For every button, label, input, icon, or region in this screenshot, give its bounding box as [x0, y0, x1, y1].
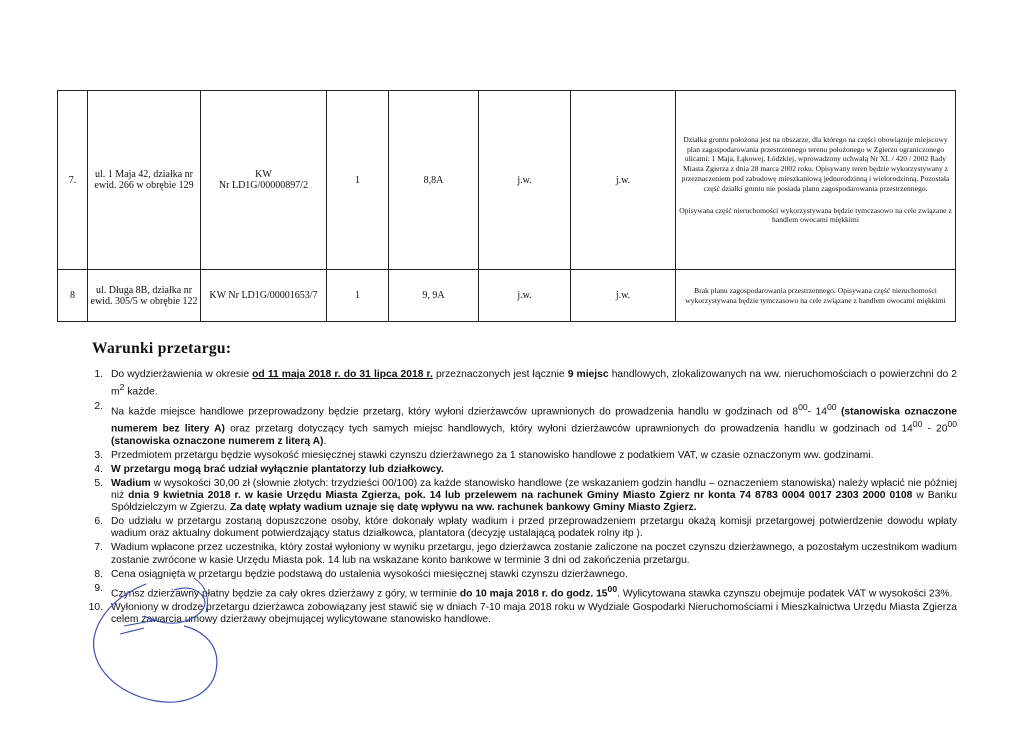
list-item: 3. Przedmiotem przetargu będzie wysokość miesięcznej stawki czynszu dzierżawnego za 1 stanowisko handlowe z podatkiem VAT, w czasie oznaczonym ww. godzinami. [81, 450, 957, 462]
list-item: 9. Czynsz dzierżawny płatny będzie za cały okres dzierżawy z góry, w terminie do 10 maja 2018 r. do godz. $15^{00}$. Wylicytowana stawka czynszu obejmuje podatek VAT w wysokości 23%. [81, 583, 957, 601]
item-number: 9. [94, 582, 103, 594]
usage-description: Opisywana część nieruchomości wykorzystywana będzie tymczasowo na cele związane z handlem owocami miękkimi [679, 205, 952, 225]
signature-loop [94, 584, 217, 702]
count-cell: 1 [327, 270, 389, 322]
table-row [58, 91, 956, 270]
item-number: 10. [88, 602, 103, 614]
area-cell: 8,8A [389, 91, 479, 270]
item-number: 6. [94, 516, 103, 528]
item-number: 4. [94, 463, 103, 475]
signature-stroke [120, 620, 156, 634]
plan-description: Działka gruntu położona jest na obszarze, dla którego na części obowiązuje miejscowy plan zagospodarowania przestrzennego terenu położonego w Zgierzu ograniczonego ulicami: 1 Maja, Łąkowej, Łódzkiej, wprowadzony uchwałą Nr XL / 420 / 2002 Rady Miasta Zgierza z dnia 28 marca 2002 roku. Opisywany teren będzie wykorzystywany z przeznaczeniem pod zabudowę mieszkaniową jednorodzinną i wielorodzinną. Pozostała część działki gruntu nie posiada planu zagospodarowania przestrzennego. [681, 134, 950, 193]
item-number: 7. [94, 542, 103, 554]
item-number: 3. [94, 449, 103, 461]
list-item: 10. Wyłoniony w drodze przetargu dzierżawca zobowiązany jest stawić się w dniach 7-10 maja 2018 roku w Wydziale Gospodarki Nieruchomościami i Mieszkalnictwa Urzędu Miasta Zgierza celem zawarcia umowy dzierżawy obejmującej wylicytowane stanowisko handlowe. [81, 602, 957, 626]
location-cell: ul. 1 Maja 42, działka nr ewid. 266 w obrębie 129 [88, 91, 201, 270]
same-as-above-cell: j.w. [571, 91, 676, 270]
row-number: 8 [58, 270, 88, 322]
signature-stroke [144, 588, 205, 623]
same-as-above-cell: j.w. [479, 91, 571, 270]
list-item: 6. Do udziału w przetargu zostaną dopuszczone osoby, które dokonały wpłaty wadium i przed przeprowadzeniem przetargu okażą komisji przetargowej potwierdzenie dowodu wpłaty wadium oraz aktualny dokument potwierdzający status działkowca, plantatora (decyzję ustalającą podatek rolny itp ). [81, 516, 957, 540]
description-cell [676, 91, 956, 270]
table-row [58, 270, 956, 322]
same-as-above-cell: j.w. [571, 270, 676, 322]
property-table [57, 90, 956, 322]
area-cell: 9, 9A [389, 270, 479, 322]
land-register-cell: KW Nr LD1G/00000897/2 [201, 91, 327, 270]
item-number: 2. [94, 400, 103, 412]
list-item: 7. Wadium wpłacone przez uczestnika, który został wyłoniony w wyniku przetargu, jego dzierżawca zostanie zaliczone na poczet czynszu dzierżawnego, a pozostałym uczestnikom wadium zostanie zwrócone w kasie Urzędu Miasta pok. 14 lub na wskazane konto bankowe w terminie 3 dni od zakończenia przetargu. [81, 542, 957, 566]
signature-stroke [194, 578, 208, 612]
section-title: Warunki przetargu: [92, 340, 232, 357]
list-item: 8. Cena osiągnięta w przetargu będzie podstawą do ustalenia wysokości miesięcznej stawki czynszu dzierżawnego. [81, 569, 957, 581]
item-number: 1. [94, 369, 103, 380]
list-item: 5. Wadium w wysokości 30,00 zł (słownie złotych: trzydzieści 00/100) za każde stanowisko handlowe (ze wskazaniem godzin handlu – oznaczeniem stanowiska) należy wpłacić nie później niż dnia 9 kwietnia 2018 r. w kasie Urzędu Miasta Zgierza, pok. 14 lub przelewem na rachunek Gminy Miasto Zgierz nr konta 74 8783 0004 0017 2303 2000 0108 w Banku Spółdzielczym w Zgierzu. Za datę wpłaty wadium uznaje się datę wpływu na ww. rachunek bankowy Gminy Miasto Zgierz. [81, 478, 957, 515]
list-item: 2. Na każde miejsce handlowe przeprowadzony będzie przetarg, który wyłoni dzierżawców uprawnionych do prowadzenia handlu w godzinach od $8^{00}-$ $14^{00}$ (stanowiska oznaczone numerem bez litery A) oraz przetarg dotyczący tych samych miejsc handlowych, który wyłoni dzierżawców uprawnionych do prowadzenia handlu w godzinach od $14^{00} - 20^{00}$ (stanowiska oznaczone numerem z literą A). [81, 401, 957, 448]
count-cell: 1 [327, 91, 389, 270]
item-number: 8. [94, 568, 103, 580]
item-number: 5. [94, 477, 103, 489]
land-register-cell: KW Nr LD1G/00001653/7 [201, 270, 327, 322]
row-number: 7. [58, 91, 88, 270]
list-item: 4. W przetargu mogą brać udział wyłącznie plantatorzy lub działkowcy. [81, 464, 957, 476]
list-item: 1. Do wydzierżawienia w okresie od 11 maja 2018 r. do 31 lipca 2018 r. przeznaczonych jest łącznie 9 miejsc handlowych, zlokalizowanych na ww. nieruchomościach o powierzchni do 2 $m^2$ każde. [81, 369, 957, 399]
handwritten-signature [86, 576, 316, 726]
description-cell: Brak planu zagospodarowania przestrzennego. Opisywana część nieruchomości wykorzystywana będzie tymczasowo na cele związane z handlem owocami miękkimi [676, 270, 956, 322]
location-cell: ul. Długa 8B, działka nr ewid. 305/5 w obrębie 122 [88, 270, 201, 322]
same-as-above-cell: j.w. [479, 270, 571, 322]
